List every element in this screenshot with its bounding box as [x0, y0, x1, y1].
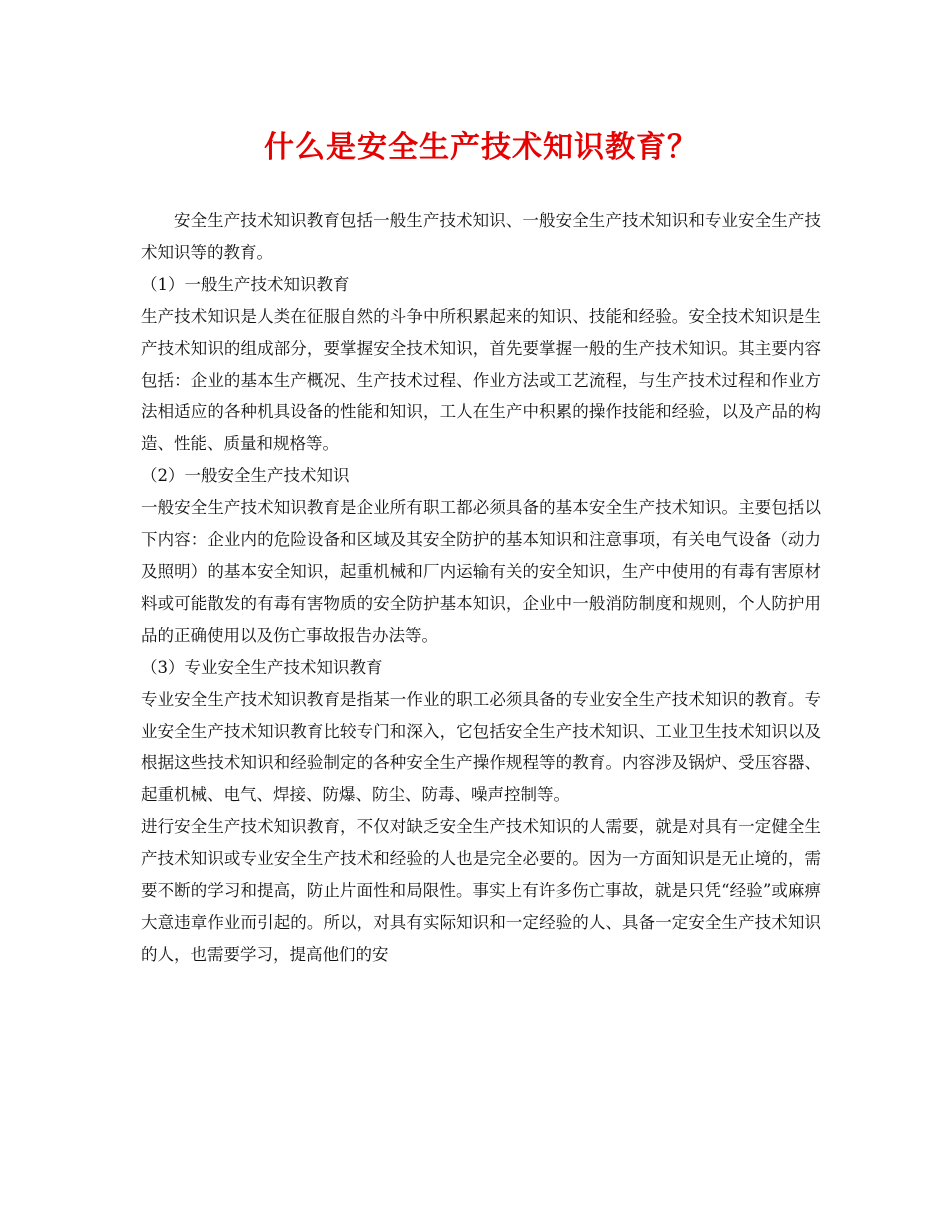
section-paragraph-2: 一般安全生产技术知识教育是企业所有职工都必须具备的基本安全生产技术知识。主要包括以下内容：企业内的危险设备和区域及其安全防护的基本知识和注意事项，有关电气设备（动力及照明）的基本安全知识，起重机械和厂内运输有关的安全知识，生产中使用的有毒有害原材料或可能散发的有毒有害物质的安全防护基本知识，企业中一般消防制度和规则，个人防护用品的正确使用以及伤亡事故报告办法等。: [141, 498, 821, 645]
section-heading-1: （1）一般生产技术知识教育: [141, 274, 350, 294]
document-body: [141, 205, 821, 971]
section-paragraph-1: 生产技术知识是人类在征服自然的斗争中所积累起来的知识、技能和经验。安全技术知识是生产技术知识的组成部分，要掌握安全技术知识，首先要掌握一般的生产技术知识。其主要内容包括：企业的基本生产概况、生产技术过程、作业方法或工艺流程，与生产技术过程和作业方法相适应的各种机具设备的性能和知识，工人在生产中积累的操作技能和经验，以及产品的构造、性能、质量和规格等。: [141, 306, 821, 454]
section-heading-2: （2）一般安全生产技术知识: [141, 466, 350, 486]
intro-paragraph: 安全生产技术知识教育包括一般生产技术知识、一般安全生产技术知识和专业安全生产技术知识等的教育。: [141, 211, 821, 262]
closing-paragraph: 进行安全生产技术知识教育，不仅对缺乏安全生产技术知识的人需要，就是对具有一定健全生产技术知识或专业安全生产技术和经验的人也是完全必要的。因为一方面知识是无止境的，需要不断的学习和提高，防止片面性和局限性。事实上有许多伤亡事故，就是只凭“经验”或麻痹大意违章作业而引起的。所以，对具有实际知识和一定经验的人、具备一定安全生产技术知识的人，也需要学习，提高他们的安: [141, 817, 821, 964]
section-heading-3: （3）专业安全生产技术知识教育: [141, 657, 383, 677]
section-paragraph-3: 专业安全生产技术知识教育是指某一作业的职工必须具备的专业安全生产技术知识的教育。专业安全生产技术知识教育比较专门和深入，它包括安全生产技术知识、工业卫生技术知识以及根据这些技术知识和经验制定的各种安全生产操作规程等的教育。内容涉及锅炉、受压容器、起重机械、电气、焊接、防爆、防尘、防毒、噪声控制等。: [141, 689, 821, 805]
document-title: 什么是安全生产技术知识教育？: [264, 130, 698, 165]
